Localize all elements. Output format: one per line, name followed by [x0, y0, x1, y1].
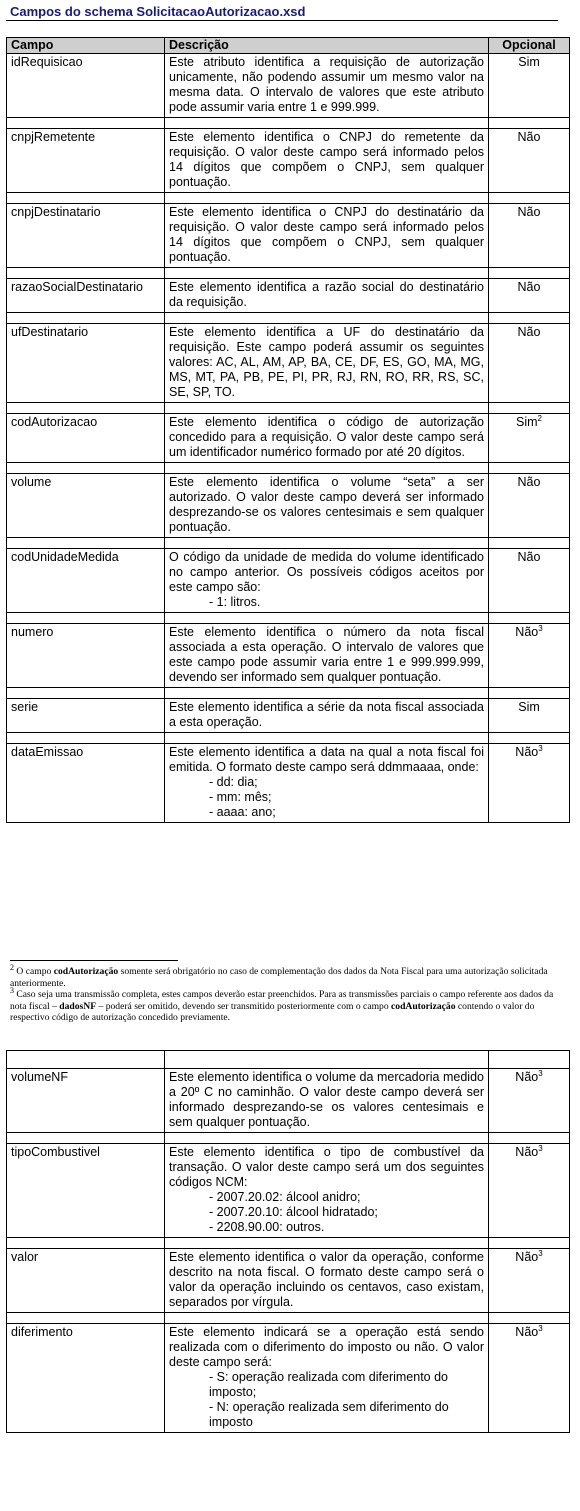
field-description — [165, 699, 489, 733]
description-text: Este elemento identifica o valor da operação, conforme descrito na nota fiscal. O formato deste campo será o valor da operação incluindo os centavos, caso existam, separados por vírgula. — [169, 1250, 484, 1309]
footnote-rule — [10, 960, 178, 961]
field-description — [165, 744, 489, 823]
optional-value: Não — [517, 205, 541, 219]
field-description — [165, 474, 489, 538]
optional-value: Sim — [518, 700, 540, 714]
field-name: tipoCombustivel — [7, 1144, 165, 1238]
field-optional — [489, 54, 570, 118]
field-name: codUnidadeMedida — [7, 549, 165, 613]
field-optional — [489, 624, 570, 688]
field-name: codAutorizacao — [7, 414, 165, 463]
table-spacer-row — [7, 1238, 570, 1249]
table-row — [7, 1324, 570, 1433]
description-subitem: - mm: mês; — [209, 790, 272, 804]
field-description — [165, 624, 489, 688]
table-spacer-row — [7, 403, 570, 414]
footnote-marker: 3 — [538, 1143, 543, 1153]
footnote-marker: 3 — [538, 1323, 543, 1333]
table-row — [7, 1069, 570, 1133]
table-row — [7, 54, 570, 118]
header-row — [7, 38, 570, 54]
field-name: numero — [7, 624, 165, 688]
field-name: razaoSocialDestinatario — [7, 279, 165, 313]
table-spacer-row — [7, 1133, 570, 1144]
field-description — [165, 549, 489, 613]
description-text: Este elemento identifica o CNPJ do destinatário da requisição. O valor deste campo será informado pelos 14 dígitos que compõem o CNPJ, sem qualquer pontuação. — [169, 205, 484, 264]
table-spacer-row — [7, 118, 570, 129]
description-text: Este elemento identifica o código de autorização concedido para a requisição. O valor deste campo será um identificador numérico formado por até 20 dígitos. — [169, 415, 484, 459]
footnote-2: $^2$ O campo codAutorização somente será obrigatório no caso de complementação dos dados da Nota Fiscal para uma autorização solicitada anteriormente. — [10, 962, 548, 989]
table-spacer-row — [7, 193, 570, 204]
description-text: Este elemento identifica o tipo de combustível da transação. O valor deste campo será um dos seguintes códigos NCM: — [169, 1145, 484, 1189]
table-spacer-row — [7, 268, 570, 279]
table-spacer-row — [7, 538, 570, 549]
footnote-marker: 3 — [538, 623, 543, 633]
optional-value: Não — [515, 625, 539, 639]
table-row — [7, 204, 570, 268]
field-optional — [489, 129, 570, 193]
fields-table-2 — [6, 1050, 570, 1433]
field-optional — [489, 324, 570, 403]
optional-value: Não — [515, 1325, 539, 1339]
description-text: Este elemento identifica o volume “seta” a ser autorizado. O valor deste campo deverá ser informado desprezando-se os valores centesimais e sem qualquer pontuação. — [169, 475, 484, 534]
field-optional — [489, 1249, 570, 1313]
optional-value: Sim — [516, 415, 538, 429]
description-text: Este elemento identifica a série da nota fiscal associada a esta operação. — [169, 700, 484, 729]
description-subitem: - 1: litros. — [209, 595, 261, 609]
table-spacer-row — [7, 313, 570, 324]
field-name: diferimento — [7, 1324, 165, 1433]
description-text: Este elemento indicará se a operação está sendo realizada com o diferimento do imposto ou não. O valor deste campo será: — [169, 1325, 484, 1369]
description-subitem: - 2007.20.02: álcool anidro; — [209, 1190, 361, 1204]
table-row — [7, 474, 570, 538]
optional-value: Não — [517, 550, 541, 564]
field-description — [165, 54, 489, 118]
field-optional — [489, 1069, 570, 1133]
table-row — [7, 324, 570, 403]
optional-value: Não — [517, 280, 541, 294]
field-description — [165, 1144, 489, 1238]
table-row — [7, 129, 570, 193]
field-name: idRequisicao — [7, 54, 165, 118]
table-row — [7, 1144, 570, 1238]
field-optional — [489, 1144, 570, 1238]
header-descricao: Descrição — [165, 38, 489, 54]
page-heading: Campos do schema SolicitacaoAutorizacao.xsd — [10, 4, 306, 19]
field-description — [165, 1249, 489, 1313]
optional-value: Não — [517, 475, 541, 489]
table-row — [7, 414, 570, 463]
field-optional — [489, 744, 570, 823]
field-name: volumeNF — [7, 1069, 165, 1133]
description-text: O código da unidade de medida do volume identificado no campo anterior. Os possíveis códigos aceitos por este campo são: — [169, 550, 484, 594]
table-row — [7, 1249, 570, 1313]
description-text: Este elemento identifica o CNPJ do remetente da requisição. O valor deste campo será informado pelos 14 dígitos que compõem o CNPJ, sem qualquer pontuação. — [169, 130, 484, 189]
table-spacer-row — [7, 613, 570, 624]
field-optional — [489, 474, 570, 538]
description-subitem: - S: operação realizada com diferimento do imposto; — [209, 1370, 449, 1399]
description-text: Este elemento identifica a razão social do destinatário da requisição. — [169, 280, 484, 309]
footnote-marker: 3 — [538, 1068, 543, 1078]
table-row — [7, 549, 570, 613]
footnote-3: $^3$ Caso seja uma transmissão completa, estes campos deverão estar preenchidos. Para as transmissões parciais o campo referente aos dados da nota fiscal – dadosNF – poderá ser omitido, devendo ser transmitido posteriormente com o campo codAutorização contendo o valor do respectivo código de autorização concedido previamente. — [10, 986, 554, 1024]
description-subitem: - 2007.20.10: álcool hidratado; — [209, 1205, 378, 1219]
table-spacer-row — [7, 733, 570, 744]
table-spacer-row — [7, 688, 570, 699]
description-text: Este elemento identifica a UF do destinatário da requisição. Este campo poderá assumir os seguintes valores: AC, AL, AM, AP, BA, CE, DF, ES, GO, MA, MG, MS, MT, PA, PB, PE, PI, PR, RJ, RN, RO, RR, RS, SC, SE, SP, TO. — [169, 325, 484, 399]
table-spacer-row — [7, 463, 570, 474]
field-name: cnpjDestinatario — [7, 204, 165, 268]
footnotes — [10, 962, 565, 1024]
optional-value: Sim — [518, 55, 540, 69]
footnote-marker: 2 — [537, 413, 542, 423]
description-text: Este elemento identifica a data na qual a nota fiscal foi emitida. O formato deste campo será ddmmaaaa, onde: — [169, 745, 484, 774]
field-optional — [489, 1324, 570, 1433]
optional-value: Não — [515, 1250, 539, 1264]
table-spacer-row — [7, 1313, 570, 1324]
footnote-marker: 3 — [538, 743, 543, 753]
heading-rule — [6, 20, 558, 21]
table-row — [7, 699, 570, 733]
field-name: ufDestinatario — [7, 324, 165, 403]
field-description — [165, 414, 489, 463]
optional-value: Não — [515, 1145, 539, 1159]
field-description — [165, 1069, 489, 1133]
table-row — [7, 279, 570, 313]
field-description — [165, 1324, 489, 1433]
field-name: serie — [7, 699, 165, 733]
optional-value: Não — [517, 130, 541, 144]
header-campo: Campo — [7, 38, 165, 54]
table-blank-row — [7, 1051, 570, 1069]
description-text: Este elemento identifica o número da nota fiscal associada a esta operação. O intervalo de valores que este campo pode assumir varia entre 1 e 999.999.999, devendo ser informado sem qualquer pontuação. — [169, 625, 484, 684]
description-text: Este elemento identifica o volume da mercadoria medido a 20º C no caminhão. O valor deste campo deverá ser informado desprezando-se os valores centesimais e sem qualquer pontuação. — [169, 1070, 484, 1129]
field-description — [165, 204, 489, 268]
fields-table-1 — [6, 37, 570, 823]
description-subitem: - aaaa: ano; — [209, 805, 276, 819]
field-name: volume — [7, 474, 165, 538]
optional-value: Não — [515, 1070, 539, 1084]
field-optional — [489, 279, 570, 313]
field-optional — [489, 414, 570, 463]
optional-value: Não — [515, 745, 539, 759]
table-row — [7, 624, 570, 688]
description-subitem: - dd: dia; — [209, 775, 258, 789]
header-opcional: Opcional — [489, 38, 570, 54]
field-description — [165, 324, 489, 403]
field-name: cnpjRemetente — [7, 129, 165, 193]
optional-value: Não — [517, 325, 541, 339]
field-optional — [489, 549, 570, 613]
description-subitem: - 2208.90.00: outros. — [209, 1220, 325, 1234]
field-name: dataEmissao — [7, 744, 165, 823]
footnote-marker: 3 — [538, 1248, 543, 1258]
field-description — [165, 129, 489, 193]
field-optional — [489, 204, 570, 268]
description-text: Este atributo identifica a requisição de autorização unicamente, não podendo assumir um mesmo valor na mesma data. O intervalo de valores que este atributo pode assumir varia entre 1 e 999.999. — [169, 55, 484, 114]
description-subitem: - N: operação realizada sem diferimento do imposto — [209, 1400, 449, 1429]
table-row — [7, 744, 570, 823]
field-optional — [489, 699, 570, 733]
field-name: valor — [7, 1249, 165, 1313]
field-description — [165, 279, 489, 313]
